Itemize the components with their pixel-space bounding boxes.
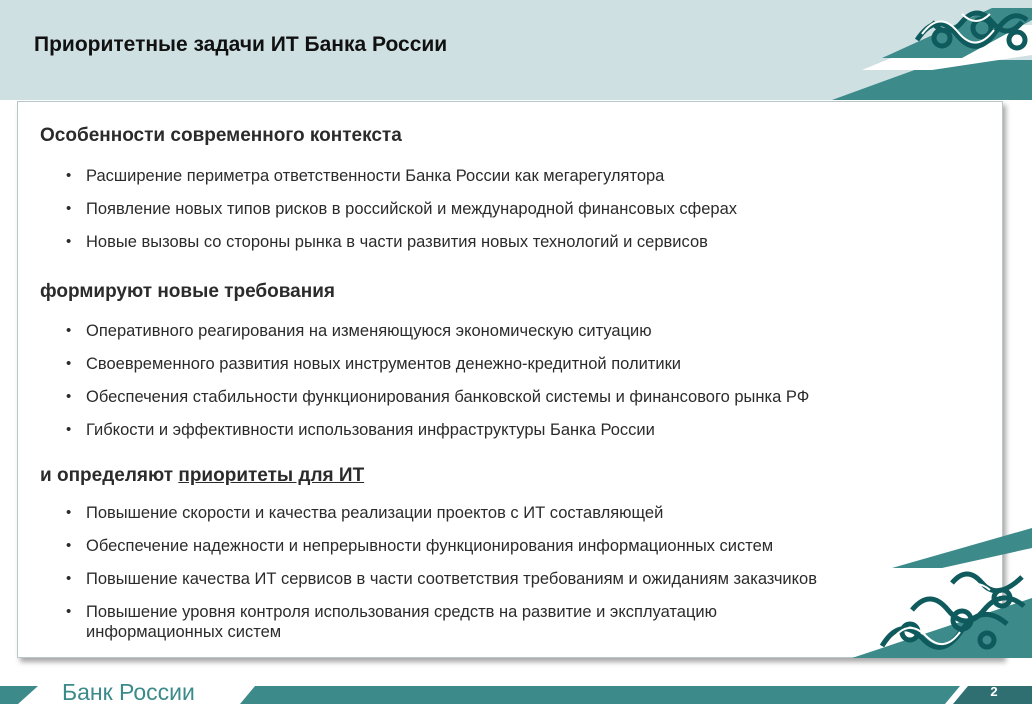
- list-item: • Повышение скорости и качества реализации проектов с ИТ составляющей: [40, 503, 916, 523]
- list-item: • Оперативного реагирования на изменяющуюся экономическую ситуацию: [40, 321, 916, 341]
- bullet-list-priorities: [40, 503, 916, 642]
- list-item: • Своевременного развития новых инструментов денежно-кредитной политики: [40, 354, 916, 374]
- page-number: 2: [990, 684, 998, 699]
- bullet-list-context: [40, 166, 916, 252]
- list-item: • Повышение уровня контроля использования средств на развитие и эксплуатацию информационных систем: [40, 602, 806, 642]
- list-item: • Расширение периметра ответственности Банка России как мегарегулятора: [40, 166, 916, 186]
- list-item: • Появление новых типов рисков в российской и международной финансовых сферах: [40, 199, 916, 219]
- section-heading-context: Особенности современного контекста: [40, 125, 402, 146]
- heading-emphasis: приоритеты для ИТ: [178, 465, 365, 486]
- list-item: • Обеспечение надежности и непрерывности функционирования информационных систем: [40, 536, 916, 556]
- ornament-top-icon: [822, 0, 1032, 100]
- list-item: • Гибкости и эффективности использования инфраструктуры Банка России: [40, 420, 916, 440]
- ornament-bottom-icon: [852, 528, 1032, 658]
- slide-title: Приоритетные задачи ИТ Банка России: [34, 33, 448, 56]
- list-item: • Новые вызовы со стороны рынка в части развития новых технологий и сервисов: [40, 232, 916, 252]
- heading-prefix: и определяют: [40, 465, 179, 486]
- section-heading-requirements: формируют новые требования: [40, 281, 335, 302]
- bullet-list-requirements: [40, 321, 916, 440]
- list-item: • Обеспечения стабильности функционирования банковской системы и финансового рынка РФ: [40, 387, 916, 407]
- section-heading-priorities: [40, 465, 364, 487]
- footer-brand: Банк России: [62, 679, 195, 705]
- list-item: • Повышение качества ИТ сервисов в части соответствия требованиям и ожиданиям заказчиков: [40, 569, 916, 589]
